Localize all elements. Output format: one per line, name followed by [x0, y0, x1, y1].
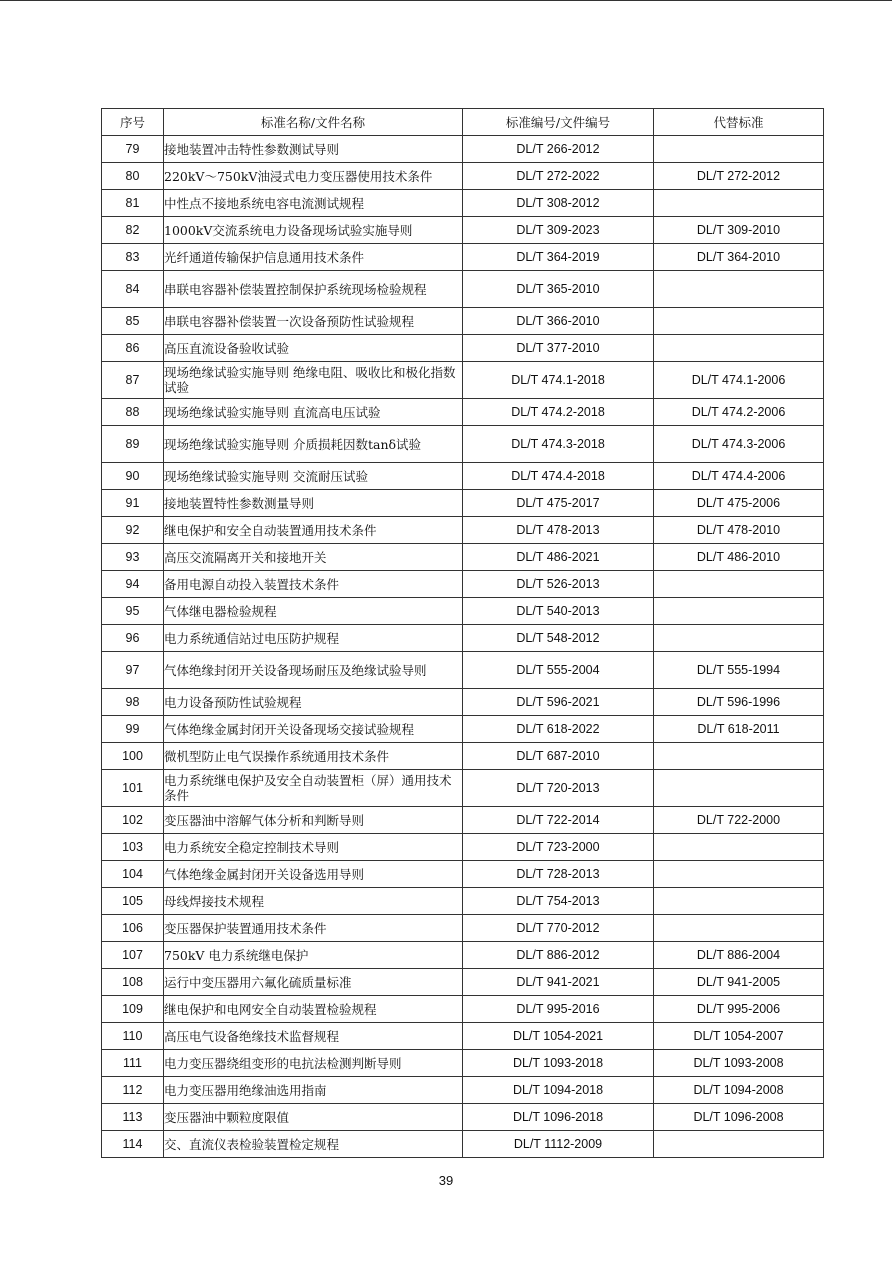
table-row [102, 490, 824, 517]
row-replaced-standard: DL/T 309-2010 [654, 217, 824, 244]
table-row [102, 463, 824, 490]
row-replaced-standard: DL/T 1054-2007 [654, 1023, 824, 1050]
table-row [102, 834, 824, 861]
table-row [102, 1077, 824, 1104]
row-standard-name: 气体绝缘金属封闭开关设备选用导则 [164, 861, 463, 888]
row-standard-name: 光纤通道传输保护信息通用技术条件 [164, 244, 463, 271]
row-replaced-standard: DL/T 364-2010 [654, 244, 824, 271]
row-standard-name: 交、直流仪表检验装置检定规程 [164, 1131, 463, 1158]
row-replaced-standard [654, 271, 824, 308]
row-serial-number: 100 [102, 743, 164, 770]
table-row [102, 689, 824, 716]
row-standard-code: DL/T 555-2004 [463, 652, 654, 689]
row-standard-name: 1000kV交流系统电力设备现场试验实施导则 [164, 217, 463, 244]
row-standard-code: DL/T 722-2014 [463, 807, 654, 834]
row-standard-name: 串联电容器补偿装置控制保护系统现场检验规程 [164, 271, 463, 308]
row-replaced-standard: DL/T 1094-2008 [654, 1077, 824, 1104]
row-standard-name: 电力系统通信站过电压防护规程 [164, 625, 463, 652]
row-standard-name: 现场绝缘试验实施导则 直流高电压试验 [164, 399, 463, 426]
row-standard-code: DL/T 1093-2018 [463, 1050, 654, 1077]
row-standard-code: DL/T 540-2013 [463, 598, 654, 625]
row-standard-name: 现场绝缘试验实施导则 介质损耗因数tanδ试验 [164, 426, 463, 463]
header-standard-name: 标准名称/文件名称 [164, 109, 463, 136]
page-number: 39 [438, 1173, 454, 1188]
row-standard-code: DL/T 474.3-2018 [463, 426, 654, 463]
row-replaced-standard: DL/T 474.2-2006 [654, 399, 824, 426]
row-standard-code: DL/T 687-2010 [463, 743, 654, 770]
row-serial-number: 99 [102, 716, 164, 743]
table-row [102, 517, 824, 544]
row-replaced-standard: DL/T 475-2006 [654, 490, 824, 517]
table-row [102, 571, 824, 598]
row-standard-code: DL/T 526-2013 [463, 571, 654, 598]
row-serial-number: 81 [102, 190, 164, 217]
row-standard-name: 现场绝缘试验实施导则 绝缘电阻、吸收比和极化指数试验 [164, 362, 463, 399]
row-standard-name: 继电保护和电网安全自动装置检验规程 [164, 996, 463, 1023]
row-serial-number: 108 [102, 969, 164, 996]
table-row [102, 335, 824, 362]
row-replaced-standard [654, 625, 824, 652]
table-row [102, 888, 824, 915]
table-row [102, 770, 824, 807]
row-standard-name: 电力系统继电保护及安全自动装置柜（屏）通用技术条件 [164, 770, 463, 807]
row-replaced-standard: DL/T 272-2012 [654, 163, 824, 190]
table-row [102, 942, 824, 969]
row-standard-name: 气体继电器检验规程 [164, 598, 463, 625]
row-serial-number: 113 [102, 1104, 164, 1131]
row-serial-number: 89 [102, 426, 164, 463]
row-standard-name: 750kV 电力系统继电保护 [164, 942, 463, 969]
standards-table [101, 108, 824, 1158]
row-replaced-standard [654, 770, 824, 807]
header-serial-number: 序号 [102, 109, 164, 136]
row-standard-name: 备用电源自动投入装置技术条件 [164, 571, 463, 598]
row-serial-number: 87 [102, 362, 164, 399]
table-row [102, 190, 824, 217]
row-standard-code: DL/T 1096-2018 [463, 1104, 654, 1131]
header-standard-code: 标准编号/文件编号 [463, 109, 654, 136]
table-row [102, 1023, 824, 1050]
row-replaced-standard [654, 571, 824, 598]
header-replaced-standard: 代替标准 [654, 109, 824, 136]
row-replaced-standard [654, 335, 824, 362]
row-replaced-standard: DL/T 618-2011 [654, 716, 824, 743]
table-row [102, 996, 824, 1023]
row-serial-number: 112 [102, 1077, 164, 1104]
row-standard-code: DL/T 474.4-2018 [463, 463, 654, 490]
row-serial-number: 85 [102, 308, 164, 335]
row-standard-code: DL/T 723-2000 [463, 834, 654, 861]
table-row [102, 1050, 824, 1077]
row-standard-name: 电力变压器绕组变形的电抗法检测判断导则 [164, 1050, 463, 1077]
row-replaced-standard [654, 190, 824, 217]
table-row [102, 861, 824, 888]
row-serial-number: 88 [102, 399, 164, 426]
row-standard-name: 接地装置特性参数测量导则 [164, 490, 463, 517]
row-standard-code: DL/T 941-2021 [463, 969, 654, 996]
row-replaced-standard: DL/T 1096-2008 [654, 1104, 824, 1131]
row-standard-code: DL/T 618-2022 [463, 716, 654, 743]
row-serial-number: 104 [102, 861, 164, 888]
row-standard-code: DL/T 1112-2009 [463, 1131, 654, 1158]
row-replaced-standard: DL/T 886-2004 [654, 942, 824, 969]
row-standard-code: DL/T 366-2010 [463, 308, 654, 335]
row-standard-name: 继电保护和安全自动装置通用技术条件 [164, 517, 463, 544]
row-standard-code: DL/T 995-2016 [463, 996, 654, 1023]
row-standard-name: 高压电气设备绝缘技术监督规程 [164, 1023, 463, 1050]
row-standard-code: DL/T 886-2012 [463, 942, 654, 969]
row-standard-name: 接地装置冲击特性参数测试导则 [164, 136, 463, 163]
top-border-line [0, 0, 892, 1]
row-standard-name: 电力变压器用绝缘油选用指南 [164, 1077, 463, 1104]
row-replaced-standard [654, 834, 824, 861]
row-replaced-standard [654, 1131, 824, 1158]
table-row [102, 598, 824, 625]
row-serial-number: 109 [102, 996, 164, 1023]
row-standard-code: DL/T 770-2012 [463, 915, 654, 942]
row-replaced-standard [654, 598, 824, 625]
row-serial-number: 98 [102, 689, 164, 716]
row-serial-number: 105 [102, 888, 164, 915]
row-replaced-standard [654, 888, 824, 915]
row-serial-number: 95 [102, 598, 164, 625]
row-standard-name: 气体绝缘金属封闭开关设备现场交接试验规程 [164, 716, 463, 743]
table-row [102, 743, 824, 770]
row-serial-number: 90 [102, 463, 164, 490]
row-standard-code: DL/T 266-2012 [463, 136, 654, 163]
row-replaced-standard: DL/T 555-1994 [654, 652, 824, 689]
row-serial-number: 91 [102, 490, 164, 517]
row-standard-code: DL/T 377-2010 [463, 335, 654, 362]
row-standard-code: DL/T 365-2010 [463, 271, 654, 308]
table-row [102, 969, 824, 996]
row-serial-number: 79 [102, 136, 164, 163]
row-serial-number: 92 [102, 517, 164, 544]
table-row [102, 308, 824, 335]
row-serial-number: 96 [102, 625, 164, 652]
row-standard-name: 220kV～750kV油浸式电力变压器使用技术条件 [164, 163, 463, 190]
row-replaced-standard: DL/T 722-2000 [654, 807, 824, 834]
row-standard-code: DL/T 478-2013 [463, 517, 654, 544]
row-serial-number: 80 [102, 163, 164, 190]
row-standard-code: DL/T 475-2017 [463, 490, 654, 517]
row-serial-number: 82 [102, 217, 164, 244]
table-row [102, 544, 824, 571]
row-replaced-standard: DL/T 474.1-2006 [654, 362, 824, 399]
table-row [102, 136, 824, 163]
row-replaced-standard: DL/T 474.4-2006 [654, 463, 824, 490]
row-standard-code: DL/T 474.2-2018 [463, 399, 654, 426]
row-serial-number: 106 [102, 915, 164, 942]
row-standard-code: DL/T 272-2022 [463, 163, 654, 190]
row-replaced-standard: DL/T 486-2010 [654, 544, 824, 571]
table-row [102, 399, 824, 426]
row-standard-name: 变压器油中溶解气体分析和判断导则 [164, 807, 463, 834]
row-serial-number: 83 [102, 244, 164, 271]
table-row [102, 625, 824, 652]
row-serial-number: 103 [102, 834, 164, 861]
row-serial-number: 114 [102, 1131, 164, 1158]
row-replaced-standard: DL/T 478-2010 [654, 517, 824, 544]
row-standard-name: 现场绝缘试验实施导则 交流耐压试验 [164, 463, 463, 490]
row-standard-name: 变压器保护装置通用技术条件 [164, 915, 463, 942]
row-serial-number: 101 [102, 770, 164, 807]
row-serial-number: 93 [102, 544, 164, 571]
row-serial-number: 111 [102, 1050, 164, 1077]
row-replaced-standard: DL/T 995-2006 [654, 996, 824, 1023]
row-standard-code: DL/T 1054-2021 [463, 1023, 654, 1050]
table-header-row [102, 109, 824, 136]
table-row [102, 163, 824, 190]
row-standard-code: DL/T 596-2021 [463, 689, 654, 716]
table-row [102, 426, 824, 463]
row-standard-name: 中性点不接地系统电容电流测试规程 [164, 190, 463, 217]
table-row [102, 1104, 824, 1131]
row-standard-code: DL/T 474.1-2018 [463, 362, 654, 399]
row-replaced-standard [654, 915, 824, 942]
row-standard-name: 母线焊接技术规程 [164, 888, 463, 915]
row-serial-number: 110 [102, 1023, 164, 1050]
row-standard-code: DL/T 1094-2018 [463, 1077, 654, 1104]
row-standard-name: 运行中变压器用六氟化硫质量标准 [164, 969, 463, 996]
row-standard-name: 气体绝缘封闭开关设备现场耐压及绝缘试验导则 [164, 652, 463, 689]
row-standard-name: 高压直流设备验收试验 [164, 335, 463, 362]
table-row [102, 652, 824, 689]
table-row [102, 716, 824, 743]
row-serial-number: 107 [102, 942, 164, 969]
row-standard-code: DL/T 486-2021 [463, 544, 654, 571]
row-standard-name: 变压器油中颗粒度限值 [164, 1104, 463, 1131]
row-serial-number: 97 [102, 652, 164, 689]
row-standard-code: DL/T 548-2012 [463, 625, 654, 652]
table-row [102, 362, 824, 399]
row-replaced-standard [654, 136, 824, 163]
table-row [102, 217, 824, 244]
row-replaced-standard: DL/T 1093-2008 [654, 1050, 824, 1077]
row-serial-number: 102 [102, 807, 164, 834]
row-replaced-standard [654, 308, 824, 335]
row-replaced-standard: DL/T 941-2005 [654, 969, 824, 996]
row-standard-name: 微机型防止电气误操作系统通用技术条件 [164, 743, 463, 770]
row-standard-name: 电力系统安全稳定控制技术导则 [164, 834, 463, 861]
table-row [102, 915, 824, 942]
row-serial-number: 86 [102, 335, 164, 362]
row-standard-code: DL/T 309-2023 [463, 217, 654, 244]
row-replaced-standard [654, 861, 824, 888]
table-row [102, 1131, 824, 1158]
table-row [102, 807, 824, 834]
table-row [102, 244, 824, 271]
row-standard-name: 电力设备预防性试验规程 [164, 689, 463, 716]
row-replaced-standard: DL/T 474.3-2006 [654, 426, 824, 463]
row-standard-name: 高压交流隔离开关和接地开关 [164, 544, 463, 571]
row-serial-number: 94 [102, 571, 164, 598]
row-standard-code: DL/T 308-2012 [463, 190, 654, 217]
table-body [102, 136, 824, 1158]
row-replaced-standard [654, 743, 824, 770]
row-standard-code: DL/T 754-2013 [463, 888, 654, 915]
row-standard-code: DL/T 720-2013 [463, 770, 654, 807]
row-standard-code: DL/T 364-2019 [463, 244, 654, 271]
row-replaced-standard: DL/T 596-1996 [654, 689, 824, 716]
row-standard-code: DL/T 728-2013 [463, 861, 654, 888]
row-standard-name: 串联电容器补偿装置一次设备预防性试验规程 [164, 308, 463, 335]
row-serial-number: 84 [102, 271, 164, 308]
table-row [102, 271, 824, 308]
